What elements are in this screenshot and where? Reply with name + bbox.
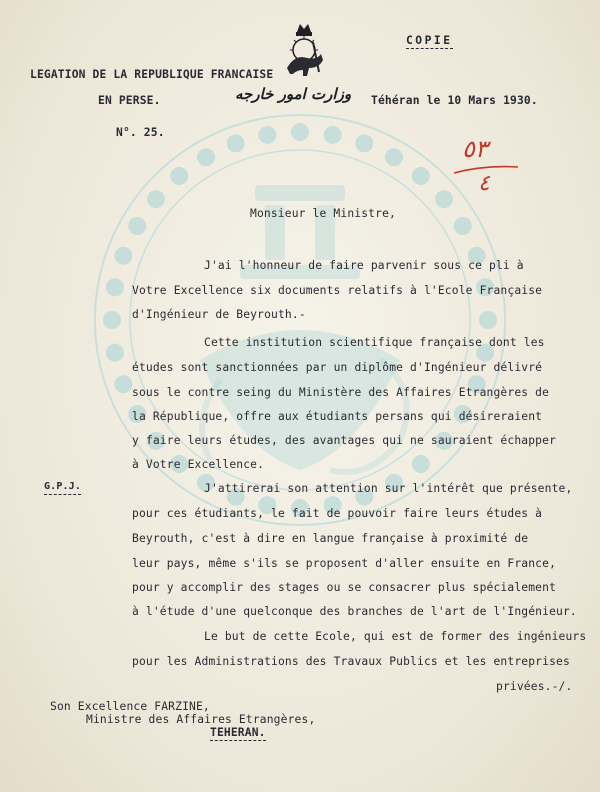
watermark-bead bbox=[103, 311, 121, 329]
watermark-bead bbox=[227, 134, 245, 152]
red-annotation-bottom: ٤ bbox=[478, 171, 490, 196]
watermark-bead bbox=[114, 247, 132, 265]
watermark-bead bbox=[258, 126, 276, 144]
watermark-bead bbox=[114, 375, 132, 393]
watermark-bead bbox=[435, 190, 453, 208]
place-and-date: Téhéran le 10 Mars 1930. bbox=[371, 94, 538, 107]
lion-and-sun-crest-icon bbox=[281, 20, 327, 78]
body-line: d'Ingénieur de Beyrouth.- bbox=[132, 308, 306, 321]
watermark-bead bbox=[385, 148, 403, 166]
body-line: leur pays, même s'ils se proposent d'aller ensuite en France, bbox=[132, 557, 557, 570]
body-line: pour les Administrations des Travaux Publics et les entreprises bbox=[132, 655, 570, 668]
watermark-bead bbox=[147, 190, 165, 208]
body-line: pour y accomplir des stages ou se consacrer plus spécialement bbox=[132, 581, 557, 594]
body-line: J'attirerai son attention sur l'intérêt que présente, bbox=[204, 482, 573, 495]
copy-stamp: COPIE bbox=[406, 34, 453, 47]
addressee-city: TEHERAN. bbox=[210, 726, 266, 739]
document-number: N°. 25. bbox=[116, 126, 165, 139]
body-line: à l'étude d'une quelconque des branches de l'art de l'Ingénieur. bbox=[132, 605, 577, 618]
watermark-bead bbox=[170, 167, 188, 185]
body-line: Beyrouth, c'est à dire en langue française à proximité de bbox=[132, 532, 529, 545]
watermark-bead bbox=[291, 123, 309, 141]
ministry-persian-header: وزارت امور خارجه bbox=[235, 85, 352, 103]
watermark-bead bbox=[454, 217, 472, 235]
body-line: sous le contre seing du Ministère des Affaires Etrangères de bbox=[132, 386, 550, 399]
watermark-bead bbox=[106, 278, 124, 296]
watermark-bead bbox=[412, 167, 430, 185]
body-line: y faire leurs études, des avantages qui ne sauraient échapper bbox=[132, 434, 557, 447]
country-line: EN PERSE. bbox=[98, 94, 161, 107]
salutation: Monsieur le Ministre, bbox=[250, 207, 396, 220]
watermark-bead bbox=[355, 134, 373, 152]
margin-note: G.P.J. bbox=[44, 480, 81, 495]
watermark-bead bbox=[128, 217, 146, 235]
legation-heading: LEGATION DE LA REPUBLIQUE FRANCAISE bbox=[30, 68, 274, 81]
body-line: privées.-/. bbox=[496, 680, 573, 693]
watermark-bead bbox=[106, 344, 124, 362]
body-line: J'ai l'honneur de faire parvenir sous ce pli à bbox=[204, 259, 524, 272]
watermark-bead bbox=[479, 311, 497, 329]
body-line: Le but de cette Ecole, qui est de former des ingénieurs bbox=[204, 630, 587, 643]
body-line: pour ces étudiants, le fait de pouvoir faire leurs études à bbox=[132, 507, 543, 520]
body-line: la République, offre aux étudiants persans qui désireraient bbox=[132, 410, 543, 423]
watermark-bead bbox=[412, 455, 430, 473]
addressee-name: Son Excellence FARZINE, bbox=[50, 700, 210, 713]
body-line: études sont sanctionnées par un diplôme d'Ingénieur délivré bbox=[132, 361, 543, 374]
watermark-bead bbox=[197, 148, 215, 166]
body-line: Cette institution scientifique française dont les bbox=[204, 336, 545, 349]
addressee-title: Ministre des Affaires Etrangères, bbox=[86, 713, 316, 726]
body-line: Votre Excellence six documents relatifs à l'Ecole Française bbox=[132, 284, 543, 297]
red-annotation-top: ٥٣ bbox=[462, 135, 488, 163]
watermark-bead bbox=[324, 126, 342, 144]
body-line: à Votre Excellence. bbox=[132, 458, 265, 471]
